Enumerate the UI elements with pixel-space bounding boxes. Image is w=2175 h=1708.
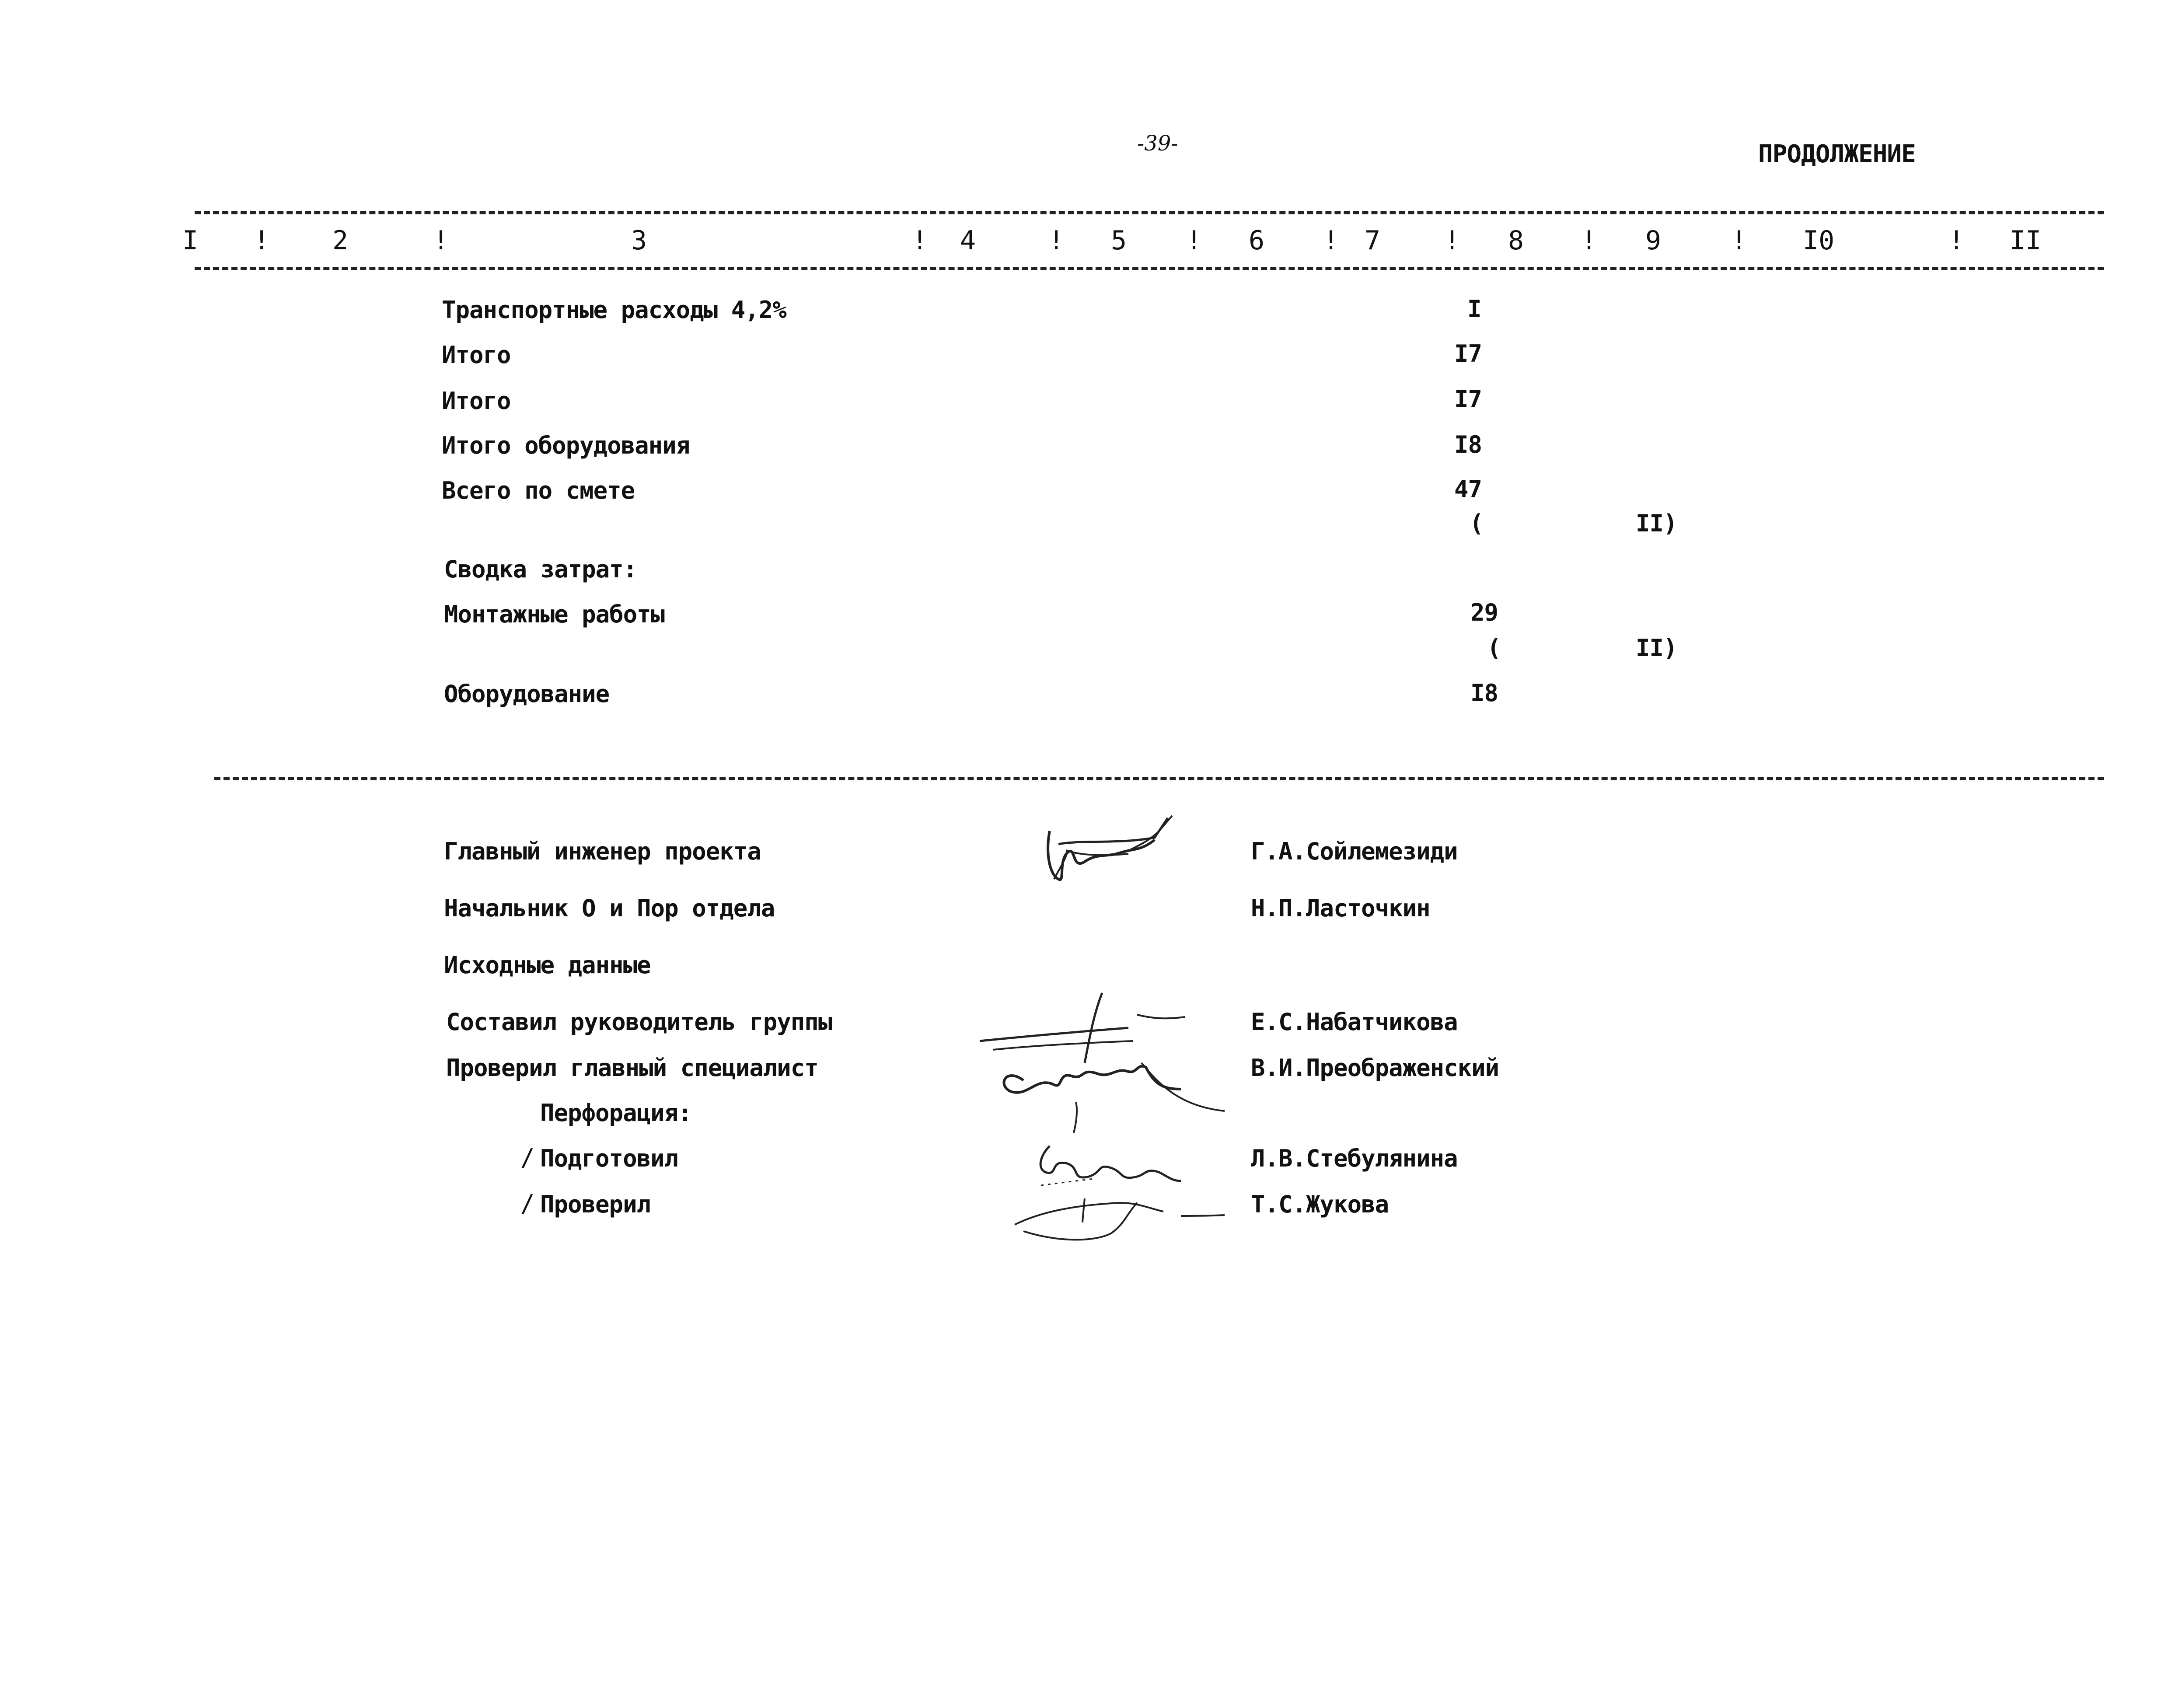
signature-role: Подготовил: [540, 1145, 678, 1172]
signature-role: Начальник О и Пор отдела: [444, 894, 775, 922]
column-separator: !: [1731, 225, 1747, 256]
column-header-5: 5: [1111, 225, 1127, 256]
signature-name: В.И.Преображенский: [1251, 1054, 1499, 1082]
signature-name: Е.С.Набатчикова: [1251, 1008, 1458, 1036]
column-separator: !: [1948, 225, 1965, 256]
perforation-mark: /: [520, 1190, 534, 1217]
row-label: Итого оборудования: [442, 432, 690, 459]
header-bottom-rule: [195, 267, 2104, 270]
column-separator: !: [433, 225, 449, 256]
column-separator: !: [254, 225, 270, 256]
row-value-col8-open-paren: (: [1470, 510, 1484, 537]
row-label: Сводка затрат:: [444, 555, 637, 583]
handwritten-signature: [971, 980, 1233, 1139]
row-value-col8: I8: [1454, 431, 1482, 458]
column-separator: !: [1186, 225, 1202, 256]
column-header-10: I0: [1803, 225, 1835, 256]
column-separator: !: [1581, 225, 1597, 256]
continuation-label: ПРОДОЛЖЕНИЕ: [1758, 140, 1916, 168]
signature-role: Исходные данные: [444, 951, 651, 979]
signature-role: Проверил: [540, 1191, 651, 1218]
header-top-rule: [195, 211, 2104, 214]
signature-role: Перфорация:: [540, 1099, 692, 1127]
row-label: Оборудование: [444, 680, 610, 708]
row-value-col8-open-paren: (: [1487, 634, 1501, 662]
column-header-3: 3: [631, 225, 647, 256]
signature-role: Главный инженер проекта: [444, 838, 761, 865]
row-label: Монтажные работы: [444, 601, 665, 628]
column-header-2: 2: [332, 225, 349, 256]
row-label: Итого: [442, 341, 511, 369]
row-value-col8: I7: [1454, 385, 1482, 413]
row-label: Транспортные расходы 4,2%: [442, 296, 786, 324]
signature-role: Проверил главный специалист: [446, 1054, 818, 1082]
handwritten-signature: [1006, 1133, 1233, 1248]
handwritten-signature: [1041, 814, 1181, 903]
row-value-col8: 29: [1470, 599, 1498, 626]
signature-name: Г.А.Сойлемезиди: [1251, 838, 1458, 865]
column-separator: !: [1444, 225, 1460, 256]
perforation-mark: /: [520, 1144, 534, 1171]
row-value-col8: I7: [1454, 340, 1482, 367]
row-label: Итого: [442, 387, 511, 415]
signature-role: Составил руководитель группы: [446, 1008, 832, 1036]
row-value-col8: 47: [1454, 475, 1482, 503]
row-label: Всего по смете: [442, 477, 635, 504]
signature-name: Л.В.Стебулянина: [1251, 1145, 1458, 1172]
row-value-col8: I8: [1470, 679, 1498, 707]
column-header-6: 6: [1249, 225, 1265, 256]
column-header-11: II: [2010, 225, 2042, 256]
column-separator: !: [1323, 225, 1339, 256]
signature-name: Т.С.Жукова: [1251, 1191, 1389, 1218]
column-header-9: 9: [1645, 225, 1662, 256]
column-header-8: 8: [1508, 225, 1524, 256]
row-value-col8: I: [1467, 295, 1481, 323]
signature-name: Н.П.Ласточкин: [1251, 894, 1430, 922]
column-header-1: I: [182, 225, 199, 256]
column-header-7: 7: [1365, 225, 1381, 256]
table-bottom-rule: [214, 777, 2104, 780]
column-separator: !: [912, 225, 928, 256]
row-value-col9: II): [1636, 634, 1677, 662]
page-number: -39-: [1137, 131, 1178, 156]
column-header-4: 4: [960, 225, 976, 256]
column-separator: !: [1048, 225, 1065, 256]
row-value-col9: II): [1636, 510, 1677, 537]
